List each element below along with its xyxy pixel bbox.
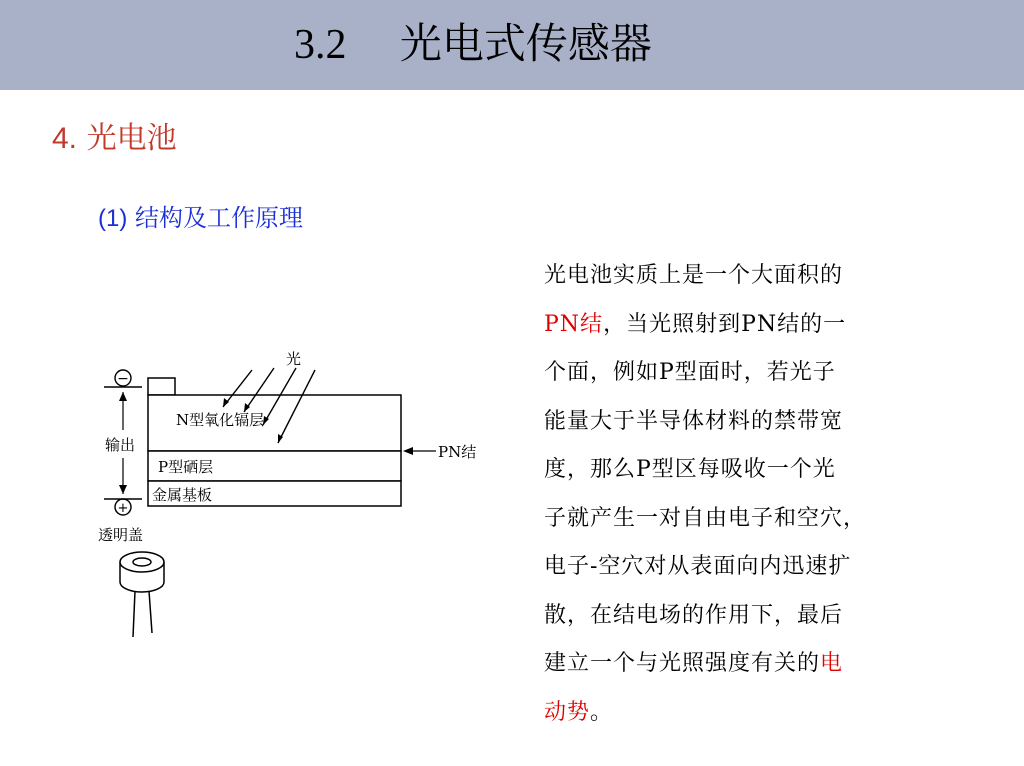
title-text: 光电式传感器 <box>399 19 652 68</box>
packaged-cell <box>120 552 164 637</box>
body-line: 建立一个与光照强度有关的电 <box>544 651 844 676</box>
body-line: 能量大于半导体材料的禁带宽 <box>544 408 844 434</box>
body-line: 光电池实质上是一个大面积的 <box>544 263 844 288</box>
body-line: 动势。 <box>544 699 614 725</box>
title-number: 3.2 <box>294 22 347 68</box>
plus-sign: + <box>117 501 129 516</box>
title-bar <box>0 0 1024 90</box>
emf-highlight: 电 <box>820 651 844 676</box>
section-title: 光电池 <box>86 121 177 156</box>
body-line: 度，那么P型区每吸收一个光 <box>544 457 836 482</box>
subsection-heading <box>98 198 303 239</box>
subsection-title: 结构及工作原理 <box>134 204 303 232</box>
section-number: 4. <box>52 122 78 155</box>
n-layer-label: N型氧化镉层 <box>176 411 265 429</box>
emf-highlight: 动势 <box>544 699 591 725</box>
section-heading <box>52 117 177 161</box>
p-layer-label: P型硒层 <box>158 458 214 476</box>
cover-label: 透明盖 <box>98 526 144 544</box>
body-line: 散，在结电场的作用下，最后 <box>544 602 844 628</box>
slide-title <box>294 14 652 75</box>
body-line: 个面，例如P型面时，若光子 <box>544 360 836 385</box>
minus-sign: − <box>117 371 129 387</box>
output-label: 输出 <box>105 436 136 454</box>
light-label: 光 <box>286 350 302 368</box>
body-line: 子就产生一对自由电子和空穴， <box>544 505 867 531</box>
body-line: 电子-空穴对从表面向内迅速扩 <box>544 554 852 579</box>
photocell-diagram <box>95 340 515 640</box>
metal-base-label: 金属基板 <box>152 486 213 504</box>
subsection-number: (1) <box>98 205 128 232</box>
pn-junction-highlight: PN结 <box>544 311 604 337</box>
pn-label: PN结 <box>438 443 477 461</box>
terminal-tab <box>148 378 175 395</box>
body-line: PN结，当光照射到PN结的一 <box>544 311 847 337</box>
body-paragraph <box>544 252 964 737</box>
